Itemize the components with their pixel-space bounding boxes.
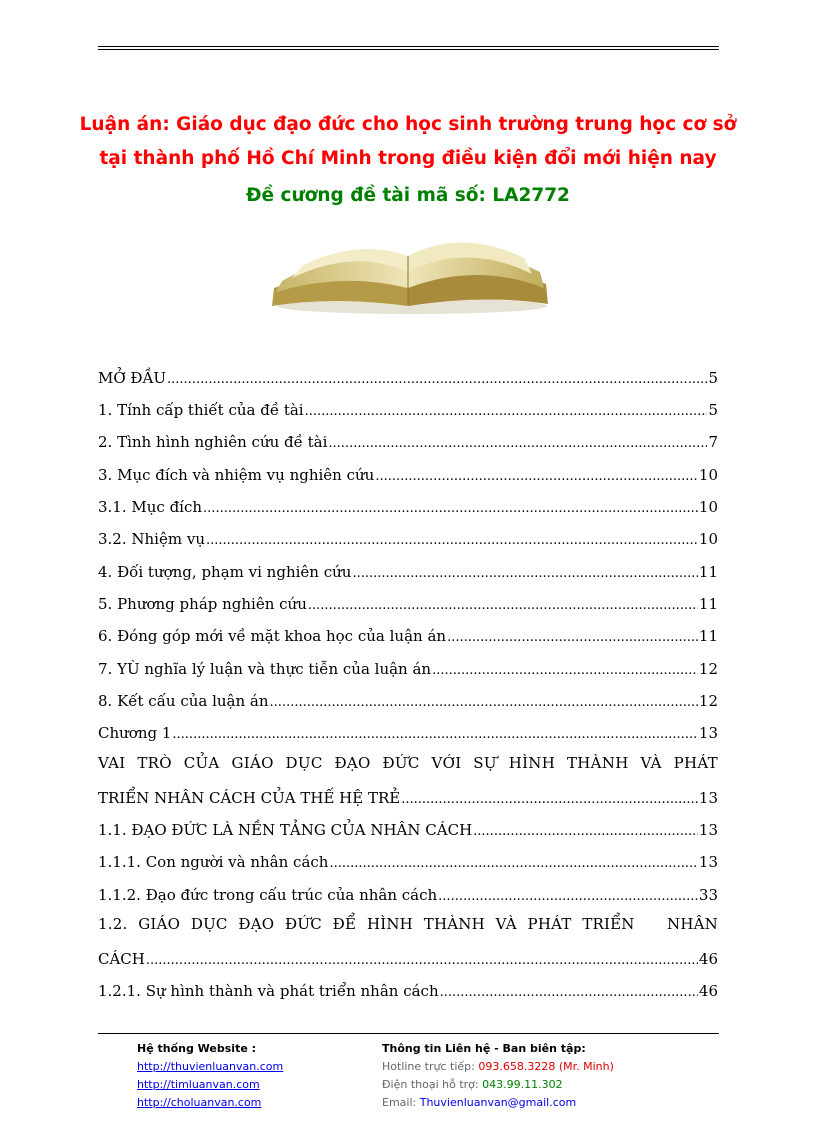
- title-line-2: tại thành phố Hồ Chí Minh trong điều kiện đổi mới hiện nay: [99, 148, 717, 169]
- toc-entry-1-1-2[interactable]: [98, 882, 718, 904]
- toc-leader-dots: [440, 985, 698, 1000]
- toc-entry-chuong-1[interactable]: [98, 720, 718, 742]
- footer-hotline: [382, 1058, 614, 1076]
- toc-entry-muc-dich[interactable]: [98, 494, 718, 516]
- toc-entry-vai-tro-line-1[interactable]: VAI TRÒ CỦA GIÁO DỤC ĐẠO ĐỨC VỚI SỰ HÌNH THÀNH VÀ PHÁT: [98, 754, 718, 772]
- toc-entry-page: 46: [698, 982, 718, 1000]
- toc-leader-dots: [329, 856, 697, 871]
- toc-entry-label: Chương 1: [98, 724, 172, 742]
- footer-email: [382, 1094, 614, 1112]
- toc-entry-nhiem-vu[interactable]: [98, 526, 718, 548]
- footer-contact-heading: Thông tin Liên hệ - Ban biên tập:: [382, 1042, 586, 1055]
- toc-entry-page: 5: [708, 401, 718, 419]
- header-rule-1: [98, 46, 719, 47]
- toc-entry-1-2-line-2[interactable]: [98, 946, 718, 968]
- footer-phone: [382, 1076, 614, 1094]
- hotline-value: 093.658.3228 (Mr. Minh): [478, 1060, 614, 1073]
- toc-entry-1-2-1[interactable]: [98, 978, 718, 1000]
- toc-entry-dong-gop[interactable]: [98, 623, 718, 645]
- toc-leader-dots: [328, 436, 707, 451]
- toc-entry-page: 10: [698, 498, 718, 516]
- toc-leader-dots: [203, 501, 698, 516]
- toc-entry-label: 1.1. ĐẠO ĐỨC LÀ NỀN TẢNG CỦA NHÂN CÁCH: [98, 821, 473, 839]
- toc-entry-ket-cau[interactable]: [98, 688, 718, 710]
- toc-entry-page: 33: [698, 886, 718, 904]
- toc-entry-label: 6. Đóng góp mới về mặt khoa học của luận án: [98, 627, 447, 645]
- toc-leader-dots: [447, 630, 698, 645]
- toc-entry-muc-dich-nhiem-vu[interactable]: [98, 462, 718, 484]
- toc-entry-label: TRIỂN NHÂN CÁCH CỦA THẾ HỆ TRẺ: [98, 789, 401, 807]
- toc-entry-tinh-cap-thiet[interactable]: [98, 397, 718, 419]
- toc-entry-page: 12: [698, 660, 718, 678]
- email-label: Email:: [382, 1096, 420, 1109]
- toc-entry-page: 46: [698, 950, 718, 968]
- toc-entry-page: 7: [708, 433, 718, 451]
- toc-entry-page: 12: [698, 692, 718, 710]
- open-book-image: [262, 226, 552, 316]
- toc-entry-label: 3.2. Nhiệm vụ: [98, 530, 205, 548]
- toc-leader-dots: [167, 372, 707, 387]
- toc-entry-1-1-1[interactable]: [98, 849, 718, 871]
- toc-entry-label: 1.1.2. Đạo đức trong cấu trúc của nhân cách: [98, 886, 438, 904]
- toc-entry-page: 13: [698, 724, 718, 742]
- toc-leader-dots: [206, 533, 698, 548]
- footer-websites-heading: Hệ thống Website :: [137, 1042, 257, 1055]
- toc-entry-page: 11: [698, 595, 718, 613]
- toc-entry-label: 1.2.1. Sự hình thành và phát triển nhân cách: [98, 982, 439, 1000]
- toc-entry-page: 13: [698, 789, 718, 807]
- footer-contact: [382, 1040, 614, 1112]
- toc-entry-doi-tuong[interactable]: [98, 559, 718, 581]
- toc-leader-dots: [432, 663, 698, 678]
- email-value[interactable]: Thuvienluanvan@gmail.com: [419, 1096, 577, 1109]
- toc-entry-page: 13: [698, 821, 718, 839]
- toc-leader-dots: [375, 469, 698, 484]
- toc-leader-dots: [308, 598, 698, 613]
- toc-entry-1-2-line-1[interactable]: 1.2. GIÁO DỤC ĐẠO ĐỨC ĐỂ HÌNH THÀNH VÀ PHÁT TRIỂN NHÂN: [98, 915, 718, 933]
- toc-entry-y-nghia[interactable]: [98, 656, 718, 678]
- toc-entry-page: 13: [698, 853, 718, 871]
- toc-entry-page: 10: [698, 530, 718, 548]
- toc-leader-dots: [401, 792, 698, 807]
- hotline-label: Hotline trực tiếp:: [382, 1060, 479, 1073]
- toc-leader-dots: [473, 824, 698, 839]
- footer-link-timluanvan[interactable]: http://timluanvan.com: [137, 1078, 260, 1091]
- toc-leader-dots: [172, 727, 698, 742]
- title-code: Đề cương đề tài mã số: LA2772: [246, 185, 570, 206]
- toc-entry-mo-dau[interactable]: [98, 365, 718, 387]
- toc-leader-dots: [305, 404, 708, 419]
- toc-entry-page: 11: [698, 563, 718, 581]
- footer-link-choluanvan[interactable]: http://choluanvan.com: [137, 1096, 262, 1109]
- toc-entry-label: 3.1. Mục đích: [98, 498, 203, 516]
- toc-entry-label: MỞ ĐẦU: [98, 369, 167, 387]
- footer-rule: [98, 1033, 719, 1034]
- toc-entry-vai-tro-line-2[interactable]: [98, 785, 718, 807]
- toc-leader-dots: [352, 566, 697, 581]
- toc-entry-page: 11: [698, 627, 718, 645]
- toc-entry-label: 1.1.1. Con người và nhân cách: [98, 853, 329, 871]
- toc-leader-dots: [146, 953, 698, 968]
- header-rule-2: [98, 49, 719, 50]
- toc-entry-label: 2. Tình hình nghiên cứu đề tài: [98, 433, 328, 451]
- footer-websites: [137, 1040, 283, 1112]
- toc-entry-label: 8. Kết cấu của luận án: [98, 692, 269, 710]
- footer-link-thuvienluanvan[interactable]: http://thuvienluanvan.com: [137, 1060, 284, 1073]
- toc-entry-tinh-hinh[interactable]: [98, 429, 718, 451]
- toc-entry-label: 3. Mục đích và nhiệm vụ nghiên cứu: [98, 466, 375, 484]
- toc-entry-label: 4. Đối tượng, phạm vi nghiên cứu: [98, 563, 352, 581]
- phone-label: Điện thoại hỗ trợ:: [382, 1078, 483, 1091]
- toc-entry-1-1[interactable]: [98, 817, 718, 839]
- toc-entry-label: 7. YÙ nghĩa lý luận và thực tiễn của luận án: [98, 660, 432, 678]
- toc-entry-page: 10: [698, 466, 718, 484]
- toc-entry-page: 5: [708, 369, 718, 387]
- toc-entry-phuong-phap[interactable]: [98, 591, 718, 613]
- title-line-1: Luận án: Giáo dục đạo đức cho học sinh trường trung học cơ sở: [79, 114, 737, 135]
- toc-entry-label: 5. Phương pháp nghiên cứu: [98, 595, 307, 613]
- toc-leader-dots: [438, 889, 698, 904]
- toc-entry-label: 1. Tính cấp thiết của đề tài: [98, 401, 304, 419]
- phone-value: 043.99.11.302: [482, 1078, 563, 1091]
- toc-entry-label: CÁCH: [98, 950, 145, 968]
- toc-leader-dots: [270, 695, 698, 710]
